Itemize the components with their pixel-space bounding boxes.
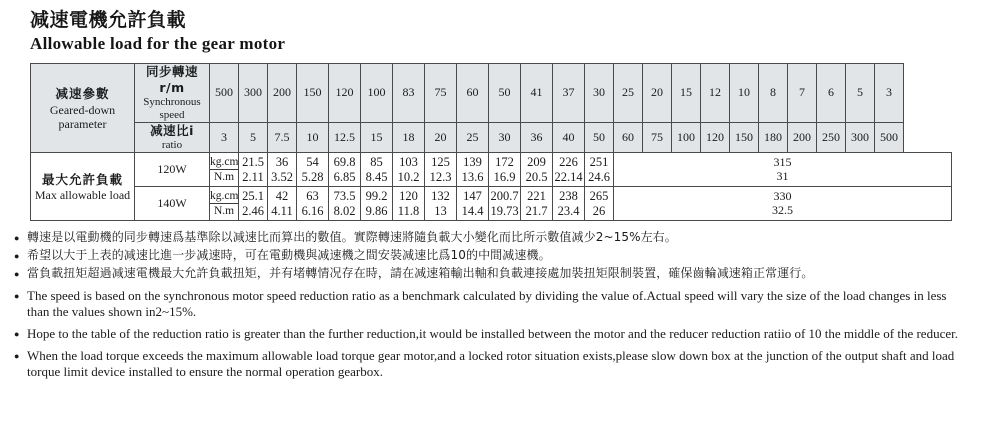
- unit-kgcm: kg.cm: [210, 190, 239, 202]
- value-pair: [553, 187, 584, 220]
- note-item-cn: [14, 265, 982, 282]
- ratio-header-en: ratio: [161, 139, 183, 151]
- note-text-en: Hope to the table of the reduction ratio is greater than the further reduction,it would be installed between the motor and the reducer reduction ratiio of 10 the middle of the reducer.: [27, 326, 958, 341]
- ratio-header-cell: [135, 123, 210, 153]
- nm-value: 10.2: [397, 169, 420, 184]
- speed-value: 12: [701, 64, 730, 123]
- bullet-icon: ●: [14, 291, 20, 301]
- load-cell: [585, 153, 614, 187]
- kgcm-value: 132: [431, 189, 450, 203]
- value-pair: [361, 187, 392, 220]
- unit-stack: [210, 155, 238, 184]
- nm-value: 22.14: [554, 169, 583, 184]
- param-header-cell: [31, 64, 135, 153]
- nm-value-merged: 31: [776, 168, 789, 183]
- value-pair: [489, 187, 520, 220]
- note-text-en: The speed is based on the synchronous motor speed reduction ratio as a benchmark calculated by dividing the value of.Actual speed will vary the size of the load changes in less than the values shown in2~15%.: [27, 288, 947, 319]
- nm-value: 24.6: [588, 169, 610, 184]
- unit-stack: [210, 189, 238, 218]
- value-pair: [585, 153, 613, 186]
- kgcm-value: 69.8: [333, 155, 356, 169]
- bullet-icon: ●: [14, 251, 20, 261]
- ratio-value: 75: [643, 123, 672, 153]
- load-cell: [425, 187, 457, 221]
- table-row-ratio-header: [31, 123, 952, 153]
- ratio-value: 10: [297, 123, 329, 153]
- nm-value: 26: [592, 203, 606, 218]
- kgcm-value: 73.5: [333, 189, 356, 203]
- nm-value: 6.85: [333, 169, 356, 184]
- speed-value: 7: [788, 64, 817, 123]
- ratio-value: 60: [614, 123, 643, 153]
- speed-value: 150: [297, 64, 329, 123]
- kgcm-value-merged: 330: [773, 188, 792, 203]
- param-header-cn: 减速參數: [55, 86, 110, 101]
- spec-table-container: [0, 54, 982, 221]
- load-cell: [489, 153, 521, 187]
- nm-value: 14.4: [461, 203, 484, 218]
- kgcm-value: 172: [495, 155, 514, 169]
- nm-value: 4.11: [271, 203, 293, 218]
- speed-header-cell: [135, 64, 210, 123]
- bullet-icon: ●: [14, 233, 20, 243]
- kgcm-value: 147: [463, 189, 482, 203]
- kgcm-value: 226: [559, 155, 578, 169]
- kgcm-value: 36: [275, 155, 289, 169]
- value-pair: [585, 187, 613, 220]
- load-cell: [239, 153, 268, 187]
- nm-value: 5.28: [301, 169, 324, 184]
- page-title-cn: 减速電機允許負載: [30, 9, 187, 31]
- ratio-value: 150: [730, 123, 759, 153]
- load-header-cn: 最大允許負載: [41, 172, 123, 187]
- nm-value: 9.86: [365, 203, 388, 218]
- table-body: [31, 64, 952, 221]
- speed-value: 41: [521, 64, 553, 123]
- nm-value: 13: [434, 203, 447, 218]
- value-pair: [521, 187, 552, 220]
- ratio-value: 18: [393, 123, 425, 153]
- value-pair: [489, 153, 520, 186]
- value-pair: [239, 187, 267, 220]
- speed-value: 10: [730, 64, 759, 123]
- kgcm-value: 21.5: [242, 155, 264, 169]
- power-rating-140w: 140W: [135, 187, 210, 221]
- ratio-value: 180: [759, 123, 788, 153]
- speed-value: 6: [817, 64, 846, 123]
- value-pair: [361, 153, 392, 186]
- nm-value-merged: 32.5: [772, 202, 793, 217]
- ratio-value: 50: [585, 123, 614, 153]
- note-text-cn: 希望以大于上表的减速比進一步减速時，可在電動機與减速機之間安裝减速比爲10的中間减速機。: [27, 248, 551, 262]
- speed-value: 25: [614, 64, 643, 123]
- load-cell: [521, 153, 553, 187]
- kgcm-value: 99.2: [365, 189, 388, 203]
- nm-value: 6.16: [301, 203, 324, 218]
- load-cell: [425, 153, 457, 187]
- value-pair: [457, 153, 488, 186]
- kgcm-value: 103: [399, 155, 418, 169]
- note-text-en: When the load torque exceeds the maximum allowable load torque gear motor,and a locked rotor situation exists,please slow down box at the junction of the output shaft and load torque limit device installed to ensure the normal operation gearbox.: [27, 348, 955, 379]
- load-cell: [239, 187, 268, 221]
- bullet-icon: ●: [14, 329, 20, 339]
- nm-value: 16.9: [493, 169, 516, 184]
- speed-value: 30: [585, 64, 614, 123]
- ratio-value: 30: [489, 123, 521, 153]
- load-cell: [457, 187, 489, 221]
- load-cell: [393, 153, 425, 187]
- title-block: [0, 0, 982, 54]
- nm-value: 3.52: [271, 169, 293, 184]
- ratio-value: 300: [846, 123, 875, 153]
- bullet-icon: ●: [14, 269, 20, 279]
- table-row-120w: [31, 153, 952, 187]
- note-item-en: [14, 326, 982, 342]
- ratio-value: 120: [701, 123, 730, 153]
- speed-value: 120: [329, 64, 361, 123]
- bullet-icon: ●: [14, 351, 20, 361]
- nm-value: 11.8: [397, 203, 420, 218]
- nm-value: 2.11: [242, 169, 264, 184]
- load-cell: [393, 187, 425, 221]
- unit-nm: N.m: [213, 205, 235, 217]
- page-title-en: Allowable load for the gear motor: [30, 34, 286, 53]
- unit-kgcm: kg.cm: [210, 156, 239, 168]
- note-item-en: [14, 348, 982, 380]
- speed-value: 500: [210, 64, 239, 123]
- table-row-140w: [31, 187, 952, 221]
- load-header-en: Max allowable load: [34, 188, 131, 202]
- value-pair: [268, 153, 296, 186]
- speed-value: 3: [875, 64, 904, 123]
- value-pair: [393, 153, 424, 186]
- load-cell: [297, 187, 329, 221]
- note-text-cn: 轉速是以電動機的同步轉速爲基準除以减速比而算出的數值。實際轉速將隨負載大小變化而比所示數值减少2~15%左右。: [27, 230, 677, 244]
- value-pair: [268, 187, 296, 220]
- value-pair: [329, 187, 360, 220]
- notes-section: [0, 221, 982, 380]
- nm-value: 20.5: [525, 169, 548, 184]
- note-item-en: [14, 288, 982, 320]
- ratio-value: 7.5: [268, 123, 297, 153]
- ratio-value: 3: [210, 123, 239, 153]
- load-cell: [361, 187, 393, 221]
- unit-cell: [210, 187, 239, 221]
- speed-value: 60: [457, 64, 489, 123]
- value-pair: [393, 187, 424, 220]
- value-pair: [425, 153, 456, 186]
- kgcm-value: 120: [399, 189, 418, 203]
- kgcm-value: 251: [589, 155, 609, 169]
- nm-value: 8.45: [365, 169, 388, 184]
- load-cell: [457, 153, 489, 187]
- power-rating-120w: 120W: [135, 153, 210, 187]
- note-item-cn: [14, 247, 982, 264]
- load-cell: [361, 153, 393, 187]
- kgcm-value: 221: [527, 189, 546, 203]
- speed-header-cn: 同步轉速r/m: [145, 64, 198, 95]
- kgcm-value: 54: [306, 155, 319, 169]
- speed-value: 83: [393, 64, 425, 123]
- speed-value: 15: [672, 64, 701, 123]
- load-cell-merged: [614, 153, 952, 187]
- nm-value: 8.02: [333, 203, 356, 218]
- ratio-header-cn: 减速比i: [150, 123, 194, 138]
- speed-value: 50: [489, 64, 521, 123]
- nm-value: 2.46: [242, 203, 264, 218]
- speed-value: 200: [268, 64, 297, 123]
- unit-cell: [210, 153, 239, 187]
- kgcm-value-merged: 315: [773, 154, 792, 169]
- kgcm-value: 85: [370, 155, 383, 169]
- unit-nm: N.m: [213, 171, 235, 183]
- kgcm-value: 238: [559, 189, 578, 203]
- kgcm-value: 63: [306, 189, 319, 203]
- speed-value: 5: [846, 64, 875, 123]
- ratio-value: 36: [521, 123, 553, 153]
- ratio-value: 100: [672, 123, 701, 153]
- ratio-value: 25: [457, 123, 489, 153]
- load-cell: [521, 187, 553, 221]
- speed-value: 75: [425, 64, 457, 123]
- speed-value: 37: [553, 64, 585, 123]
- load-cell: [489, 187, 521, 221]
- load-cell: [297, 153, 329, 187]
- load-cell: [585, 187, 614, 221]
- ratio-value: 12.5: [329, 123, 361, 153]
- load-cell-merged: [614, 187, 952, 221]
- kgcm-value: 25.1: [242, 189, 264, 203]
- speed-value: 100: [361, 64, 393, 123]
- ratio-value: 5: [239, 123, 268, 153]
- kgcm-value: 139: [463, 155, 482, 169]
- param-header-en: Geared-down parameter: [49, 103, 116, 131]
- value-pair: [457, 187, 488, 220]
- kgcm-value: 265: [589, 189, 609, 203]
- load-cell: [268, 187, 297, 221]
- nm-value: 23.4: [557, 203, 580, 218]
- nm-value: 19.73: [490, 203, 519, 218]
- nm-value: 12.3: [429, 169, 452, 184]
- speed-value: 300: [239, 64, 268, 123]
- speed-value: 20: [643, 64, 672, 123]
- ratio-value: 15: [361, 123, 393, 153]
- kgcm-value: 42: [275, 189, 289, 203]
- value-pair: [553, 153, 584, 186]
- table-row-speed-header: [31, 64, 952, 123]
- load-cell: [329, 187, 361, 221]
- kgcm-value: 200.7: [490, 189, 519, 203]
- allowable-load-table: [30, 63, 952, 221]
- value-pair: [329, 153, 360, 186]
- value-pair: [239, 153, 267, 186]
- ratio-value: 20: [425, 123, 457, 153]
- load-cell: [268, 153, 297, 187]
- value-pair: [297, 153, 328, 186]
- speed-value: 8: [759, 64, 788, 123]
- load-cell: [553, 187, 585, 221]
- note-item-cn: [14, 229, 982, 246]
- ratio-value: 200: [788, 123, 817, 153]
- value-pair: [425, 187, 456, 220]
- value-pair: [297, 187, 328, 220]
- load-cell: [553, 153, 585, 187]
- nm-value: 13.6: [461, 169, 484, 184]
- value-pair: [521, 153, 552, 186]
- load-cell: [329, 153, 361, 187]
- nm-value: 21.7: [525, 203, 548, 218]
- ratio-value: 40: [553, 123, 585, 153]
- kgcm-value: 125: [431, 155, 450, 169]
- ratio-value: 500: [875, 123, 904, 153]
- ratio-value: 250: [817, 123, 846, 153]
- note-text-cn: 當負載扭矩超過减速電機最大允許負載扭矩，并有堵轉情况存在時，請在减速箱輸出軸和負載連接處加裝扭矩限制裝置，確保齒輪减速箱正常運行。: [27, 266, 814, 280]
- speed-header-en: Synchronous speed: [143, 96, 201, 121]
- load-header-cell: [31, 153, 135, 221]
- kgcm-value: 209: [527, 155, 546, 169]
